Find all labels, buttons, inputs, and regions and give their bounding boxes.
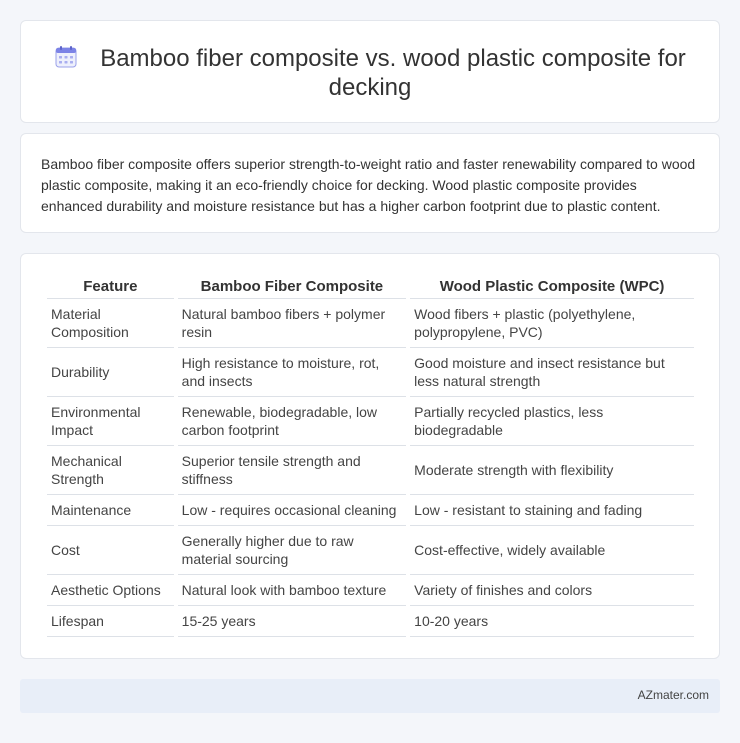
bamboo-cell: Superior tensile strength and stiffness (178, 446, 407, 495)
bamboo-cell: Natural bamboo fibers + polymer resin (178, 299, 407, 348)
title-card (20, 20, 720, 123)
wpc-cell: Wood fibers + plastic (polyethylene, polypropylene, PVC) (410, 299, 694, 348)
footer-brand[interactable]: AZmater.com (637, 688, 709, 702)
bamboo-cell: Low - requires occasional cleaning (178, 495, 407, 526)
wpc-cell: Partially recycled plastics, less biodegradable (410, 397, 694, 446)
calendar-icon (54, 45, 78, 69)
table-row (47, 348, 694, 397)
table-row (47, 397, 694, 446)
feature-cell: Durability (47, 348, 174, 397)
comparison-card (20, 253, 720, 659)
page-title: Bamboo fiber composite vs. wood plastic composite for decking (100, 45, 686, 101)
wpc-cell: 10-20 years (410, 606, 694, 637)
header-bamboo: Bamboo Fiber Composite (178, 276, 407, 299)
feature-cell: Maintenance (47, 495, 174, 526)
feature-cell: Mechanical Strength (47, 446, 174, 495)
wpc-cell: Moderate strength with flexibility (410, 446, 694, 495)
feature-cell: Aesthetic Options (47, 575, 174, 606)
table-row (47, 575, 694, 606)
table-row (47, 526, 694, 575)
description-card (20, 133, 720, 233)
bamboo-cell: Renewable, biodegradable, low carbon footprint (178, 397, 407, 446)
header-feature: Feature (47, 276, 174, 299)
table-row (47, 299, 694, 348)
table-row (47, 446, 694, 495)
feature-cell: Environmental Impact (47, 397, 174, 446)
wpc-cell: Good moisture and insect resistance but less natural strength (410, 348, 694, 397)
table-row (47, 495, 694, 526)
comparison-table (43, 276, 698, 637)
wpc-cell: Cost-effective, widely available (410, 526, 694, 575)
bamboo-cell: 15-25 years (178, 606, 407, 637)
header-wpc: Wood Plastic Composite (WPC) (410, 276, 694, 299)
wpc-cell: Low - resistant to staining and fading (410, 495, 694, 526)
footer-bar (20, 679, 720, 713)
bamboo-cell: Natural look with bamboo texture (178, 575, 407, 606)
table-row (47, 606, 694, 637)
bamboo-cell: High resistance to moisture, rot, and insects (178, 348, 407, 397)
feature-cell: Lifespan (47, 606, 174, 637)
wpc-cell: Variety of finishes and colors (410, 575, 694, 606)
page-title-wrap (21, 44, 719, 102)
feature-cell: Cost (47, 526, 174, 575)
table-header-row (47, 276, 694, 299)
feature-cell: Material Composition (47, 299, 174, 348)
bamboo-cell: Generally higher due to raw material sourcing (178, 526, 407, 575)
description-text: Bamboo fiber composite offers superior strength-to-weight ratio and faster renewability compared to wood plastic composite, making it an eco-friendly choice for decking. Wood plastic composite provides enhanced durability and moisture resistance but has a higher carbon footprint due to plastic content. (41, 156, 696, 214)
